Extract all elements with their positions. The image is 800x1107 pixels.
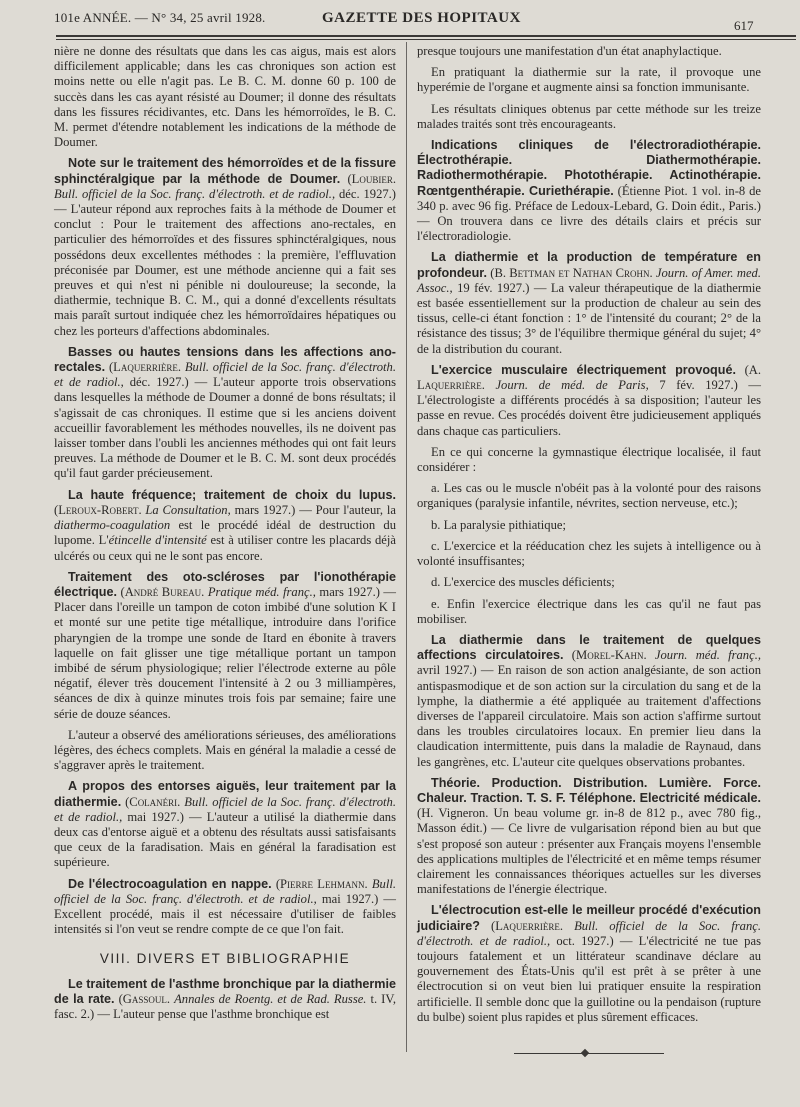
abstract-title: L'exercice musculaire électriquement provoqué. bbox=[431, 362, 736, 377]
journal-title: GAZETTE DES HOPITAUX bbox=[322, 10, 521, 26]
page-number: 617 bbox=[734, 18, 754, 33]
abstract-paragraph: En pratiquant la diathermie sur la rate, il provoque une hyperémie de l'organe et augmente ainsi sa fonction immunisante. bbox=[417, 65, 761, 95]
abstract-electrocution bbox=[417, 903, 761, 1025]
abstract-term: étincelle d'intensité bbox=[108, 533, 207, 548]
abstract-source: Journ. méd. franç., bbox=[654, 648, 761, 663]
abstract-source: Bull. officiel de la Soc. franç. d'électroth. et de radiol., bbox=[54, 360, 396, 390]
abstract-title: La haute fréquence; traitement de choix du lupus. bbox=[68, 487, 396, 502]
book-electroradiotherapie bbox=[417, 138, 761, 244]
abstract-title: Basses ou hautes tensions dans les affections ano-rectales. bbox=[54, 344, 396, 375]
abstract-date: 7 fév. 1927.) bbox=[659, 378, 738, 393]
abstract-date: oct. 1927.) bbox=[556, 933, 614, 948]
abstract-body: — La valeur thérapeutique de la diathermie est basée essentiellement sur la production de chaleur au sein des tissus, celle-ci étant fonction : 1° de l'intensité du courant; 2° de la résistance des tissus; 3° de l'équilibre thermique général du sujet; 4° de la distribution du courant. bbox=[417, 280, 761, 356]
abstract-title: La diathermie et la production de température en profondeur. bbox=[417, 250, 761, 280]
abstract-author: (Gassoul. bbox=[118, 991, 171, 1006]
abstract-body: — En raison de son action analgésiante, de son action antispasmodique et de son action sur la circulation du sang et de la lymphe, la diathermie a été appliquée au traitement d'affections diverses de l'appareil circulatoire. Mais son action s'affirme surtout dans les troubles circulatoires locaux. En premier lieu dans la claudication intermittente, puis dans la maladie de Raynaud, dans les gangrènes, etc. L'auteur cite quelques observations probantes. bbox=[417, 663, 761, 769]
abstract-body: — L'auteur pense que l'asthme bronchique est bbox=[97, 1006, 330, 1021]
abstract-paragraph: L'auteur a observé des améliorations sérieuses, des améliorations légères, des échecs complets. Mais en général la maladie a cessé de s'aggraver après le traitement. bbox=[54, 727, 396, 773]
list-item: e. Enfin l'exercice électrique dans les cas qu'il ne faut pas mobiliser. bbox=[417, 596, 761, 626]
abstract-author: (Loubier. bbox=[347, 171, 396, 186]
abstract-date: t. IV, fasc. 2.) bbox=[54, 991, 396, 1021]
list-item: c. L'exercice et la rééducation chez les sujets à intelligence ou à volonté insuffisantes; bbox=[417, 538, 761, 569]
abstract-title: Traitement des oto-scléroses par l'ionothérapie électrique. bbox=[54, 569, 396, 599]
abstract-author: (Leroux-Robert. bbox=[54, 502, 142, 517]
abstract-source: La Consultation, bbox=[145, 502, 231, 517]
book-electricite bbox=[417, 776, 761, 898]
list-item: a. Les cas ou le muscle n'obéit pas à la volonté pour des raisons organiques (paralysie infantile, névrites, section nerveuse, etc.); bbox=[417, 481, 761, 511]
abstract-hemorroides bbox=[54, 156, 396, 338]
abstract-author: (Pierre Lehmann. bbox=[275, 876, 368, 891]
abstract-author: (Colanéri. bbox=[125, 794, 181, 809]
abstract-author: (A. Laquerrière. bbox=[417, 362, 761, 393]
abstract-source: Journ. of Amer. med. Assoc., bbox=[417, 265, 761, 295]
abstract-circulatoires bbox=[417, 633, 761, 770]
column-divider bbox=[406, 42, 407, 1052]
continued-paragraph: nière ne donne des résultats que dans les cas aigus, mais est alors difficilement applicable; dans les cas chroniques son action est moins nette ou elle n'agit pas. Le B. C. M. donne 60 p. 100 de succès dans les cas ayant résisté au Doumer; il donne des résultats dans les fissures récidivantes, etc. Dans les hémorroïdes, le B. C. M. permet d'étendre notablement les indications de la méthode de Doumer. bbox=[54, 44, 396, 150]
abstract-source: Bull. officiel de la Soc. franç. d'électroth. et de radiol., bbox=[54, 876, 396, 906]
abstract-body: est le procédé idéal de destruction du lupome. L' bbox=[54, 518, 396, 548]
left-column bbox=[54, 44, 396, 1028]
abstract-date: 19 fév. 1927.) bbox=[457, 280, 530, 295]
abstract-date: mai 1927.) bbox=[321, 891, 379, 906]
abstract-source: Journ. de méd. de Paris, bbox=[495, 378, 649, 393]
abstract-temperature bbox=[417, 250, 761, 356]
abstract-body: — Excellent procédé, mais il est nécessaire d'utiliser de faibles intensités si l'on veut se rendre compte de ce que l'on fait. bbox=[54, 891, 396, 937]
abstract-body: — L'électrologiste a différents procédés à sa disposition; l'auteur les passe en revue. Ces procédés doivent être judicieusement appliqués dans chaque cas particuliers. bbox=[417, 378, 761, 438]
abstract-body: — Pour l'auteur, la bbox=[299, 502, 396, 517]
abstract-paragraph: En ce qui concerne la gymnastique électrique localisée, il faut considérer : bbox=[417, 444, 761, 475]
abstract-body: est à utiliser contre les placards déjà ulcérés ou ceux qui ne le sont pas encore. bbox=[54, 533, 396, 563]
book-body: (Étienne Piot. 1 vol. in-8 de 340 p. avec 96 fig. Préface de Ledoux-Lebard, G. Doin édit., Paris.) — On trouvera dans ce livre des détails clairs et précis sur l'électroradiologie. bbox=[417, 183, 762, 244]
abstract-oto-scleroses bbox=[54, 570, 396, 722]
book-body: (H. Vigneron. Un beau volume gr. in-8 de 812 p., avec 780 fig., Masson édit.) — Ce livre de vulgarisation répond bien au but que s'est proposé son auteur : présenter aux Français moyens l'ensemble des applications multiples de l'électricité et en même temps résumer clairement les connaissances théoriques actuelles sur les diverses manifestations de l'énergie électrique. bbox=[417, 806, 761, 897]
abstract-lupus bbox=[54, 488, 396, 564]
abstract-title: L'électrocution est-elle le meilleur procédé d'exécution judiciaire? bbox=[417, 903, 761, 933]
abstract-source: Bull. officiel de la Soc. franç. d'électroth. et de radiol., bbox=[417, 918, 761, 948]
abstract-author: (B. Bettman et Nathan Crohn. bbox=[490, 265, 653, 280]
abstract-asthme bbox=[54, 977, 396, 1023]
issue-info: 101e ANNÉE. — N° 34, 25 avril 1928. bbox=[54, 10, 266, 25]
abstract-exercice bbox=[417, 363, 761, 439]
abstract-body: — L'auteur a utilisé la diathermie dans deux cas d'entorse aiguë et a obtenu des résultats aussi satisfaisants que ceux de la faradisation. Mais en général la faradisation est supérieure. bbox=[54, 809, 397, 870]
abstract-body: — L'électricité ne tue pas toujours fatalement et un littérateur scandinave déclare au gouvernement des États-Unis qu'il est prêt à se prêter à une électrocution si on veut bien lui pratiquer ensuite la respiration artificielle. Il semble donc que la guillotine ou la pendaison (rupture du bulbe) soient plus rapides et plus sûrement efficaces. bbox=[417, 933, 761, 1024]
page-header bbox=[0, 0, 800, 36]
abstract-entorses bbox=[54, 779, 396, 870]
continued-paragraph: presque toujours une manifestation d'un état anaphylactique. bbox=[417, 44, 722, 58]
abstract-date: déc. 1927.) bbox=[129, 375, 189, 390]
abstract-author: (Laquerrière. bbox=[491, 918, 564, 933]
abstract-author: (Morel-Kahn. bbox=[571, 648, 647, 663]
book-title: Indications cliniques de l'électroradiothérapie. Électrothérapie. Diathermothérapie. Radiothermothérapie. Photothérapie. Actinothérapie. Rœntgenthérapie. Curiethérapie. bbox=[417, 138, 761, 198]
ornament-diamond bbox=[581, 1049, 589, 1057]
abstract-title: Le traitement de l'asthme bronchique par la diathermie de la rate. bbox=[54, 976, 396, 1006]
abstract-title: De l'électrocoagulation en nappe. bbox=[68, 876, 272, 891]
abstract-title: A propos des entorses aiguës, leur traitement par la diathermie. bbox=[54, 779, 396, 809]
abstract-date: avril 1927.) bbox=[417, 663, 477, 678]
abstract-title: La diathermie dans le traitement de quelques affections circulatoires. bbox=[417, 632, 761, 663]
abstract-source: Pratique méd. franç., bbox=[207, 584, 316, 599]
abstract-source: Bull. officiel de la Soc. franç. d'électroth. et de radiol., bbox=[54, 186, 336, 201]
header-rule bbox=[56, 35, 796, 37]
end-ornament bbox=[514, 1049, 664, 1057]
list-item: b. La paralysie pithiatique; bbox=[431, 517, 566, 532]
header-rule-thin bbox=[56, 39, 796, 40]
abstract-author: (André Bureau. bbox=[120, 584, 205, 599]
abstract-date: mars 1927.) bbox=[319, 584, 380, 599]
abstract-source: Annales de Roentg. et de Rad. Russe. bbox=[174, 991, 367, 1006]
right-column bbox=[417, 44, 761, 1057]
abstract-paragraph: Les résultats cliniques obtenus par cette méthode sur les treize malades traités sont très encourageants. bbox=[417, 101, 761, 131]
abstract-date: mai 1927.) bbox=[127, 809, 184, 824]
abstract-title: Note sur le traitement des hémorroïdes et de la fissure sphinctéralgique par la méthode de Doumer. bbox=[54, 156, 396, 186]
section-heading: VIII. DIVERS ET BIBLIOGRAPHIE bbox=[99, 951, 351, 967]
abstract-author: (Laquerrière. bbox=[108, 360, 181, 375]
abstract-body: — L'auteur apporte trois observations dans lesquelles la méthode de Doumer a donné de bons résultats; il s'agissait de cas chroniques. Il estime que si les anciens doivent accueillir favorablement les méthodes nouvelles, ils ne doivent pas laisser tomber dans l'oubli les anciennes méthodes qui ont fait leurs preuves. La méthode de Doumer et le B. C. M. sont deux procédés qu'il faut garder précieusement. bbox=[54, 375, 397, 481]
abstract-tensions bbox=[54, 345, 396, 482]
abstract-source: Bull. officiel de la Soc. franç. d'électroth. et de radiol., bbox=[54, 794, 396, 824]
abstract-date: mars 1927.) bbox=[234, 502, 296, 517]
list-item: d. L'exercice des muscles déficients; bbox=[431, 575, 615, 590]
abstract-body: — Placer dans l'oreille un tampon de coton imbibé d'une solution K I et monté sur une petite tige métallique, introduire dans l'orifice pharyngien de la trompe une sonde de Itard en ébonite à travers laquelle on fait glisser une tige métallique portant un tampon imbibé de sérum physiologique; relier l'électrode externe au pôle négatif, élever très doucement l'intensité à 2 ou 3 milliampères, séances de dix à quinze minutes trois fois par semaine; faire une série de douze séances. bbox=[54, 584, 397, 721]
abstract-electrocoagulation bbox=[54, 877, 396, 938]
abstract-date: déc. 1927.) bbox=[338, 186, 397, 201]
abstract-term: diathermo-coagulation bbox=[54, 518, 171, 533]
abstract-body: — L'auteur répond aux reproches faits à la méthode de Doumer et conclut : Pour le traitement des affections ano-rectales, en particulier des hémorroïdes et des fissures sphinctéralgiques, nous possédons deux excellentes méthodes : la première, l'effluvation préconisée par Doumer, est une méthode ancienne qui a fait ses preuves et qui n'est ni pénible ni douloureuse; la seconde, la diathermie, technique B. C. M., qui a donné d'excellents résultats mais paraît surtout indiquée chez les hémorroïdaires hépatiques ou chez les porteurs d'affections abdominales. bbox=[54, 202, 396, 338]
book-title: Théorie. Production. Distribution. Lumière. Force. Chaleur. Traction. T. S. F. Téléphone. Electricité médicale. bbox=[417, 775, 761, 805]
